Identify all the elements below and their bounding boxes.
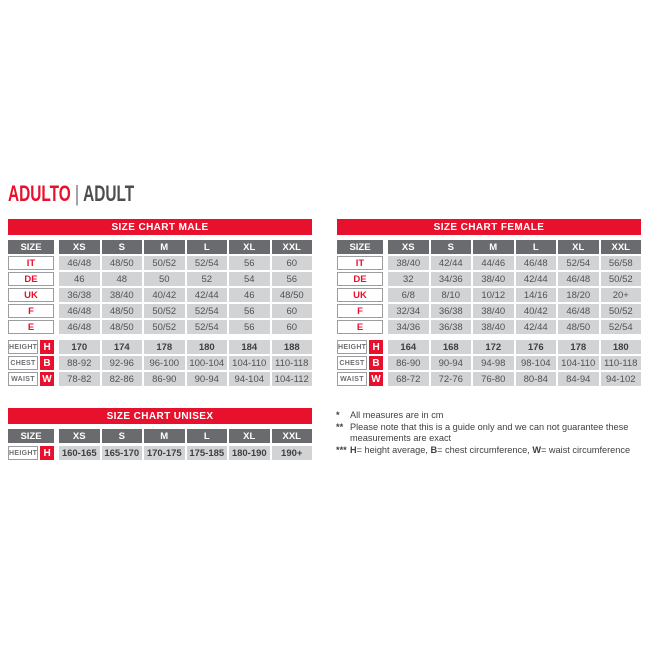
size-value-cell: 50/52 — [601, 304, 642, 318]
measure-row-cells — [388, 372, 641, 386]
country-label-uk: UK — [8, 288, 54, 302]
size-row-label-slot — [8, 304, 54, 318]
size-row-cells — [388, 272, 641, 286]
footnote-item — [336, 422, 642, 445]
measure-label-waist: WAIST — [337, 372, 367, 386]
measure-value-cell: 80-84 — [516, 372, 557, 386]
measure-value-cell: 86-90 — [388, 356, 429, 370]
measure-row-label-slot — [337, 356, 383, 370]
measure-row-label-slot — [8, 372, 54, 386]
column-header-m: M — [144, 429, 185, 443]
size-value-cell: 50/52 — [144, 304, 185, 318]
measure-value-cell: 110-118 — [601, 356, 642, 370]
measure-value-cell: 188 — [272, 340, 313, 354]
size-value-cell: 42/44 — [187, 288, 228, 302]
size-value-cell: 50/52 — [144, 256, 185, 270]
measure-value-cell: 170-175 — [144, 446, 185, 460]
country-label-it: IT — [8, 256, 54, 270]
size-row-label-slot — [337, 288, 383, 302]
size-value-cell: 34/36 — [431, 272, 472, 286]
size-value-cell: 32 — [388, 272, 429, 286]
column-header-l: L — [187, 240, 228, 254]
measure-value-cell: 76-80 — [473, 372, 514, 386]
measure-label-height: HEIGHT — [8, 340, 38, 354]
measure-row-cells — [59, 340, 312, 354]
measure-row-waist — [8, 372, 312, 386]
size-value-cell: 32/34 — [388, 304, 429, 318]
measure-value-cell: 78-82 — [59, 372, 100, 386]
measure-label-height: HEIGHT — [337, 340, 367, 354]
measure-label-chest: CHEST — [8, 356, 38, 370]
column-header-xs: XS — [59, 240, 100, 254]
table-title-male: SIZE CHART MALE — [8, 219, 312, 235]
country-label-e: E — [337, 320, 383, 334]
measure-value-cell: 68-72 — [388, 372, 429, 386]
size-value-cell: 46/48 — [59, 256, 100, 270]
size-value-cell: 46/48 — [59, 320, 100, 334]
footnote-item — [336, 445, 642, 457]
size-value-cell: 38/40 — [473, 304, 514, 318]
size-row-it — [8, 256, 312, 270]
measure-value-cell: 100-104 — [187, 356, 228, 370]
size-value-cell: 36/38 — [431, 320, 472, 334]
table-header-row — [8, 240, 312, 254]
measure-value-cell: 190+ — [272, 446, 313, 460]
column-header-xxl: XXL — [601, 240, 642, 254]
footnote-text: All measures are in cm — [350, 410, 444, 420]
column-header-s: S — [102, 240, 143, 254]
measure-row-cells — [388, 356, 641, 370]
footnote-marker: * — [336, 410, 340, 420]
size-value-cell: 54 — [229, 272, 270, 286]
footnote-text — [350, 445, 642, 457]
measure-value-cell: 104-112 — [272, 372, 313, 386]
measure-value-cell: 84-94 — [558, 372, 599, 386]
measure-value-cell: 178 — [558, 340, 599, 354]
page-title-primary: ADULTO — [8, 181, 71, 206]
measure-label-waist: WAIST — [8, 372, 38, 386]
measure-row-height — [8, 340, 312, 354]
country-label-de: DE — [337, 272, 383, 286]
size-value-cell: 46/48 — [558, 304, 599, 318]
measure-row-label-slot — [337, 340, 383, 354]
size-value-cell: 56 — [272, 272, 313, 286]
measure-row-label-slot — [8, 446, 54, 460]
size-value-cell: 56 — [229, 304, 270, 318]
column-header-m: M — [144, 240, 185, 254]
size-value-cell: 60 — [272, 304, 313, 318]
column-header-l: L — [187, 429, 228, 443]
table-title-unisex: SIZE CHART UNISEX — [8, 408, 312, 424]
size-table-male — [8, 219, 312, 386]
size-row-cells — [388, 256, 641, 270]
size-table-unisex — [8, 408, 312, 460]
size-value-cell: 14/16 — [516, 288, 557, 302]
footnote-bold-segment: H — [350, 444, 357, 455]
size-row-cells — [59, 272, 312, 286]
measure-value-cell: 164 — [388, 340, 429, 354]
column-header-xl: XL — [229, 240, 270, 254]
size-value-cell: 46/48 — [59, 304, 100, 318]
measure-row-cells — [59, 372, 312, 386]
size-value-cell: 34/36 — [388, 320, 429, 334]
size-value-cell: 50 — [144, 272, 185, 286]
size-value-cell: 56 — [229, 320, 270, 334]
measure-row-chest — [8, 356, 312, 370]
size-row-uk — [8, 288, 312, 302]
size-value-cell: 46/48 — [516, 256, 557, 270]
column-header-xl: XL — [229, 429, 270, 443]
size-value-cell: 46 — [59, 272, 100, 286]
size-value-cell: 56 — [229, 256, 270, 270]
size-value-cell: 10/12 — [473, 288, 514, 302]
column-header-xxl: XXL — [272, 240, 313, 254]
size-row-uk — [337, 288, 641, 302]
measure-letter-h: H — [369, 340, 383, 354]
size-row-label-slot — [337, 304, 383, 318]
measure-value-cell: 172 — [473, 340, 514, 354]
size-row-label-slot — [337, 272, 383, 286]
size-value-cell: 52/54 — [187, 304, 228, 318]
footnote-marker: ** — [336, 421, 344, 432]
size-row-e — [337, 320, 641, 334]
size-value-cell: 8/10 — [431, 288, 472, 302]
size-value-cell: 40/42 — [516, 304, 557, 318]
column-header-l: L — [516, 240, 557, 254]
measure-value-cell: 180 — [187, 340, 228, 354]
size-value-cell: 6/8 — [388, 288, 429, 302]
measure-row-chest — [337, 356, 641, 370]
measure-letter-w: W — [40, 372, 54, 386]
size-value-cell: 50/52 — [601, 272, 642, 286]
size-row-de — [337, 272, 641, 286]
size-row-f — [8, 304, 312, 318]
table-header-row — [337, 240, 641, 254]
measure-value-cell: 72-76 — [431, 372, 472, 386]
column-header-xs: XS — [388, 240, 429, 254]
size-row-f — [337, 304, 641, 318]
footnote-bold-segment: B — [430, 444, 438, 455]
size-row-e — [8, 320, 312, 334]
measure-label-chest: CHEST — [337, 356, 367, 370]
measure-letter-b: B — [40, 356, 54, 370]
size-table-female — [337, 219, 641, 386]
size-value-cell: 48/50 — [272, 288, 313, 302]
measure-value-cell: 86-90 — [144, 372, 185, 386]
header-cells — [388, 240, 641, 254]
size-row-label-slot — [337, 256, 383, 270]
size-value-cell: 48/50 — [558, 320, 599, 334]
size-value-cell: 52/54 — [187, 320, 228, 334]
footnote-segment: = height average, — [356, 444, 431, 455]
size-row-label-slot — [8, 272, 54, 286]
header-cells — [59, 429, 312, 443]
size-row-cells — [388, 320, 641, 334]
measure-letter-h: H — [40, 340, 54, 354]
size-value-cell: 60 — [272, 320, 313, 334]
measure-value-cell: 180 — [601, 340, 642, 354]
column-header-xs: XS — [59, 429, 100, 443]
column-header-xl: XL — [558, 240, 599, 254]
size-value-cell: 52/54 — [601, 320, 642, 334]
size-row-cells — [59, 304, 312, 318]
measure-row-cells — [388, 340, 641, 354]
size-value-cell: 38/40 — [102, 288, 143, 302]
header-label-slot — [8, 429, 54, 443]
size-row-de — [8, 272, 312, 286]
footnote-marker: *** — [336, 444, 347, 455]
measure-letter-b: B — [369, 356, 383, 370]
page-title-secondary: ADULT — [83, 181, 135, 206]
measure-value-cell: 94-102 — [601, 372, 642, 386]
size-value-cell: 18/20 — [558, 288, 599, 302]
size-row-cells — [388, 288, 641, 302]
measure-row-label-slot — [337, 372, 383, 386]
country-label-de: DE — [8, 272, 54, 286]
size-value-cell: 36/38 — [59, 288, 100, 302]
measure-row-height — [337, 340, 641, 354]
page-title-text — [8, 181, 134, 207]
measure-value-cell: 170 — [59, 340, 100, 354]
country-label-f: F — [8, 304, 54, 318]
size-value-cell: 52/54 — [558, 256, 599, 270]
measure-value-cell: 92-96 — [102, 356, 143, 370]
size-value-cell: 48/50 — [102, 256, 143, 270]
size-value-cell: 46/48 — [558, 272, 599, 286]
measure-value-cell: 104-110 — [229, 356, 270, 370]
column-header-s: S — [431, 240, 472, 254]
country-label-uk: UK — [337, 288, 383, 302]
measure-value-cell: 178 — [144, 340, 185, 354]
measure-value-cell: 90-94 — [431, 356, 472, 370]
footnote-text: Please note that this is a guide only and we can not guarantee these measurements are exact — [350, 421, 629, 443]
size-value-cell: 48 — [102, 272, 143, 286]
size-value-cell: 48/50 — [102, 304, 143, 318]
measure-value-cell: 180-190 — [229, 446, 270, 460]
measure-row-height — [8, 446, 312, 460]
size-row-label-slot — [8, 320, 54, 334]
size-value-cell: 42/44 — [431, 256, 472, 270]
table-title-female: SIZE CHART FEMALE — [337, 219, 641, 235]
size-row-label-slot — [8, 288, 54, 302]
size-value-cell: 38/40 — [388, 256, 429, 270]
size-value-cell: 56/58 — [601, 256, 642, 270]
measure-value-cell: 184 — [229, 340, 270, 354]
country-label-e: E — [8, 320, 54, 334]
size-value-cell: 60 — [272, 256, 313, 270]
page-title — [8, 181, 188, 207]
measure-value-cell: 176 — [516, 340, 557, 354]
measure-value-cell: 175-185 — [187, 446, 228, 460]
measure-value-cell: 165-170 — [102, 446, 143, 460]
measure-label-height: HEIGHT — [8, 446, 38, 460]
measure-value-cell: 98-104 — [516, 356, 557, 370]
measure-value-cell: 168 — [431, 340, 472, 354]
measure-value-cell: 96-100 — [144, 356, 185, 370]
measure-value-cell: 94-98 — [473, 356, 514, 370]
size-row-it — [337, 256, 641, 270]
measure-letter-w: W — [369, 372, 383, 386]
size-row-label-slot — [8, 256, 54, 270]
page-title-divider: | — [74, 181, 79, 206]
header-label-slot — [8, 240, 54, 254]
measure-row-label-slot — [8, 340, 54, 354]
measure-value-cell: 90-94 — [187, 372, 228, 386]
size-value-cell: 38/40 — [473, 272, 514, 286]
header-label-slot — [337, 240, 383, 254]
column-header-s: S — [102, 429, 143, 443]
size-value-cell: 36/38 — [431, 304, 472, 318]
size-value-cell: 42/44 — [516, 272, 557, 286]
column-header-xxl: XXL — [272, 429, 313, 443]
column-header-m: M — [473, 240, 514, 254]
measure-row-cells — [59, 446, 312, 460]
size-value-cell: 38/40 — [473, 320, 514, 334]
size-value-cell: 52/54 — [187, 256, 228, 270]
size-value-cell: 20+ — [601, 288, 642, 302]
measure-row-waist — [337, 372, 641, 386]
size-row-cells — [388, 304, 641, 318]
size-row-cells — [59, 320, 312, 334]
size-value-cell: 50/52 — [144, 320, 185, 334]
measure-value-cell: 174 — [102, 340, 143, 354]
measure-row-label-slot — [8, 356, 54, 370]
size-value-cell: 48/50 — [102, 320, 143, 334]
size-value-cell: 40/42 — [144, 288, 185, 302]
size-value-cell: 52 — [187, 272, 228, 286]
footnote-item — [336, 410, 642, 422]
size-value-cell: 44/46 — [473, 256, 514, 270]
size-value-cell: 42/44 — [516, 320, 557, 334]
footnotes — [336, 410, 642, 456]
size-value-cell: 46 — [229, 288, 270, 302]
measure-value-cell: 160-165 — [59, 446, 100, 460]
country-label-f: F — [337, 304, 383, 318]
footnote-bold-segment: W — [532, 444, 541, 455]
column-header-size: SIZE — [337, 240, 383, 254]
measure-value-cell: 110-118 — [272, 356, 313, 370]
size-row-cells — [59, 256, 312, 270]
table-header-row — [8, 429, 312, 443]
country-label-it: IT — [337, 256, 383, 270]
measure-value-cell: 104-110 — [558, 356, 599, 370]
measure-letter-h: H — [40, 446, 54, 460]
column-header-size: SIZE — [8, 429, 54, 443]
size-row-cells — [59, 288, 312, 302]
measure-value-cell: 82-86 — [102, 372, 143, 386]
measure-value-cell: 88-92 — [59, 356, 100, 370]
size-row-label-slot — [337, 320, 383, 334]
column-header-size: SIZE — [8, 240, 54, 254]
measure-value-cell: 94-104 — [229, 372, 270, 386]
header-cells — [59, 240, 312, 254]
footnote-segment: = chest circumference, — [437, 444, 533, 455]
measure-row-cells — [59, 356, 312, 370]
footnote-segment: = waist circumference — [541, 444, 631, 455]
